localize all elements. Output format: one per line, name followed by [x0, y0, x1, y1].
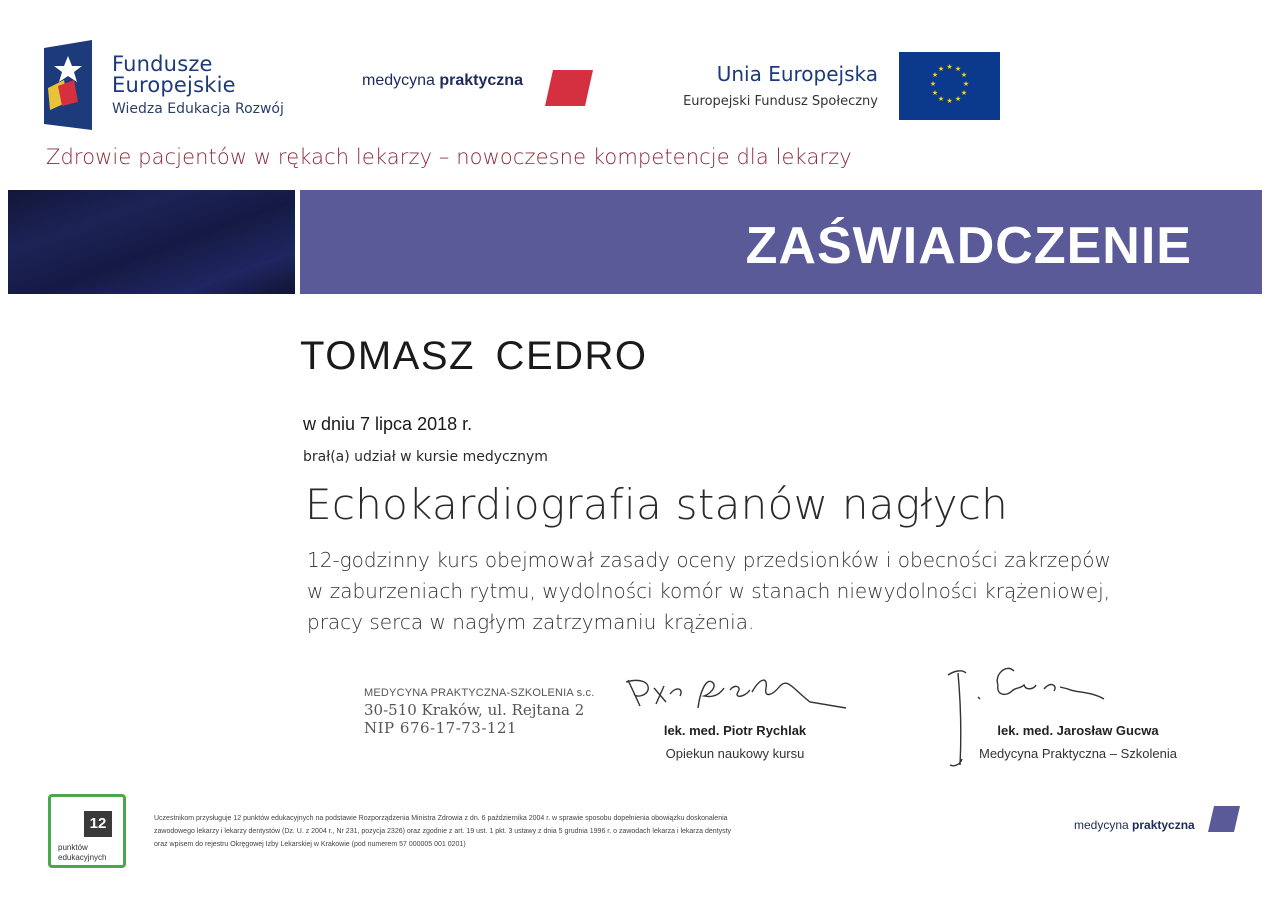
stamp-line1: MEDYCYNA PRAKTYCZNA-SZKOLENIA s.c.: [364, 687, 595, 699]
unia-europejska-text: [660, 62, 878, 109]
organizer-stamp: [364, 687, 595, 737]
signature-rychlak-icon: [620, 668, 860, 728]
stamp-line3: NIP 676-17-73-121: [364, 719, 518, 737]
mp-logo-part1: medycyna: [362, 72, 440, 89]
course-description-line: 12-godzinny kurs obejmował zasady oceny przedsionków i obecności zakrzepów: [307, 548, 1111, 572]
footer-medycyna-praktyczna-mark-icon: [1208, 806, 1240, 832]
signer-role: Medycyna Praktyczna – Szkolenia: [979, 746, 1177, 761]
stamp-line2: 30-510 Kraków, ul. Rejtana 2: [364, 701, 585, 719]
svg-text:★: ★: [929, 80, 937, 88]
svg-text:★: ★: [946, 63, 953, 71]
participant-name: TOMASZ CEDRO: [300, 334, 648, 378]
svg-text:★: ★: [960, 71, 968, 79]
svg-text:★: ★: [937, 65, 945, 73]
course-description-line: w zaburzeniach rytmu, wydolności komór w stanach niewydolności krążeniowej,: [307, 579, 1111, 603]
fe-title-line2: Europejskie: [112, 73, 236, 97]
signer-role: Opiekun naukowy kursu: [665, 746, 805, 761]
course-description-line: pracy serca w nagłym zatrzymaniu krążenia.: [307, 610, 755, 634]
course-title: Echokardiografia stanów nagłych: [305, 480, 1009, 529]
svg-text:★: ★: [962, 80, 970, 88]
points-label-line: edukacyjnych: [58, 853, 107, 862]
signer-name: lek. med. Jarosław Gucwa: [997, 723, 1159, 738]
svg-text:★: ★: [954, 95, 962, 103]
legal-line: zawodowego lekarzy i lekarzy dentystów (Dz. U. z 2004 r., Nr 231, pozycja 2326) oraz zgodnie z art. 19 ust. 1 pkt. 3 ustawy z dnia 5 grudnia 1996 r. o zawodach lekarza i lekarza dentysty: [154, 828, 732, 835]
course-date: w dniu 7 lipca 2018 r.: [303, 414, 473, 434]
fundusze-europejskie-logo-icon: [44, 40, 92, 130]
mp-logo-part2: praktyczna: [439, 72, 523, 89]
fe-subtitle: Wiedza Edukacja Rozwój: [112, 101, 284, 117]
education-points-value: 12: [84, 811, 112, 837]
project-slogan: Zdrowie pacjentów w rękach lekarzy – nowoczesne kompetencje dla lekarzy: [46, 145, 852, 169]
ue-title: Unia Europejska: [716, 62, 878, 86]
footer-mp-part1: medycyna: [1074, 818, 1133, 832]
medycyna-praktyczna-mark-icon: [545, 70, 593, 106]
eu-flag-icon: [899, 52, 1000, 120]
signer-rychlak: [640, 723, 830, 761]
fe-title-line1: Fundusze: [112, 52, 213, 76]
points-label-line: punktów: [58, 843, 88, 852]
legal-line: oraz wpisem do rejestru Okręgowej Izby Lekarskiej w Krakowie (pod numerem 57 000005 001 0201): [154, 841, 466, 848]
education-points-label: [58, 843, 106, 863]
legal-line: Uczestnikom przysługuje 12 punktów edukacyjnych na podstawie Rozporządzenia Ministra Zdrowia z dn. 6 października 2004 r. w sprawie sposobu dopełnienia obowiązku doskonalenia: [154, 815, 728, 822]
svg-text:★: ★: [954, 65, 962, 73]
svg-text:★: ★: [931, 89, 939, 97]
footer-mp-part2: praktyczna: [1132, 818, 1195, 832]
svg-text:★: ★: [937, 95, 945, 103]
signer-gucwa: [978, 723, 1178, 761]
certificate-title: ZAŚWIADCZENIE: [745, 217, 1192, 275]
footer-medycyna-praktyczna-logo: [1074, 818, 1195, 832]
fundusze-europejskie-text: [112, 54, 284, 116]
medycyna-praktyczna-logo: [362, 72, 523, 90]
svg-text:★: ★: [931, 71, 939, 79]
svg-text:★: ★: [960, 89, 968, 97]
legal-notice: [154, 812, 844, 851]
svg-text:★: ★: [946, 97, 953, 105]
signer-name: lek. med. Piotr Rychlak: [663, 723, 807, 738]
ue-subtitle: Europejski Fundusz Społeczny: [683, 94, 878, 109]
banner-photo-strip: [8, 190, 295, 294]
course-description: [307, 545, 1147, 638]
participation-statement: brał(a) udział w kursie medycznym: [303, 449, 548, 465]
